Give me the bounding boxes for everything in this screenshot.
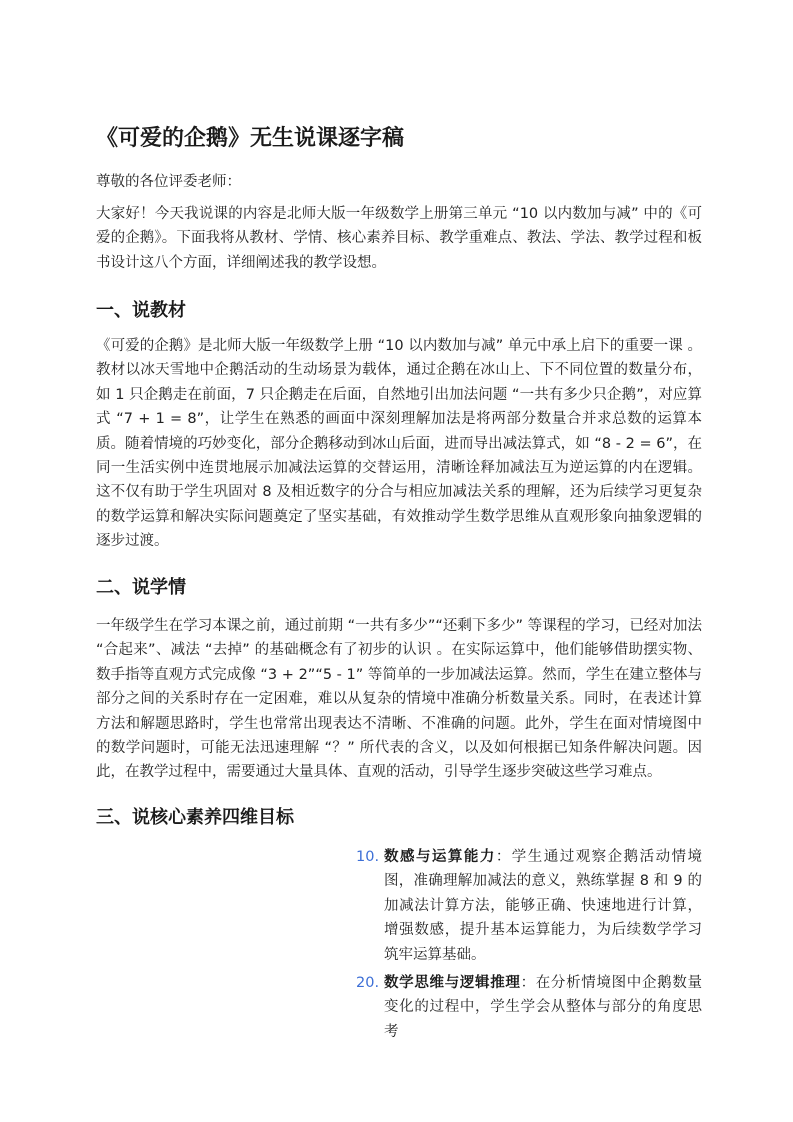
list-item-label: 数学思维与逻辑推理 <box>384 975 521 991</box>
list-item-number: 20. <box>356 975 380 991</box>
list-item-number: 10. <box>356 849 380 865</box>
section-heading-students: 二、说学情 <box>96 577 186 598</box>
list-item-text <box>384 845 702 967</box>
greeting: 尊敬的各位评委老师： <box>96 174 241 190</box>
section-heading-textbook: 一、说教材 <box>96 300 186 321</box>
document-title: 《可爱的企鹅》无生说课逐字稿 <box>96 126 405 151</box>
section-body-textbook: 《可爱的企鹅》是北师大版一年级数学上册 “10 以内数加与减” 单元中承上启下的重要一课 。教材以冰天雪地中企鹅活动的生动场景为载体，通过企鹅在冰山上、下不同位置的数量分布，如 1 只企鹅走在前面，7 只企鹅走在后面，自然地引出加法问题 “一共有多少只企鹅”，对应算式 “7 + 1 = 8”，让学生在熟悉的画面中深刻理解加法是将两部分数量合并求总数的运算本质。随着情境的巧妙变化，部分企鹅移动到冰山后面，进而导出减法算式，如 “8 - 2 = 6”，在同一生活实例中连贯地展示加减法运算的交替运用，清晰诠释加减法互为逆运算的内在逻辑。这不仅有助于学生巩固对 8 及相近数字的分合与相应加减法关系的理解，还为后续学习更复杂的数学运算和解决实际问题奠定了坚实基础，有效推动学生数学思维从直观形象向抽象逻辑的逐步过渡。 <box>96 338 702 550</box>
list-item-text <box>384 971 702 1044</box>
list-item-body: ：在分析情境图中企鹅数量变化的过程中，学生学会从整体与部分的角度思考 <box>384 975 703 1040</box>
section-heading-goals: 三、说核心素养四维目标 <box>96 807 294 828</box>
list-item-body: ：学生通过观察企鹅活动情境图，准确理解加减法的意义，熟练掌握 8 和 9 的加减法计算方法，能够正确、快速地进行计算，增强数感，提升基本运算能力，为后续数学学习筑牢运算基础。 <box>384 849 703 963</box>
list-item-label: 数感与运算能力 <box>384 849 496 865</box>
section-body-students: 一年级学生在学习本课之前，通过前期 “一共有多少”“还剩下多少” 等课程的学习，已经对加法 “合起来”、减法 “去掉” 的基础概念有了初步的认识 。在实际运算中，他们能够借助摆实物、数手指等直观方式完成像 “3 + 2”“5 - 1” 等简单的一步加减法运算。然而，学生在建立整体与部分之间的关系时存在一定困难，难以从复杂的情境中准确分析数量关系。同时，在表述计算方法和解题思路时，学生也常常出现表达不清晰、不准确的问题。此外，学生在面对情境图中的数学问题时，可能无法迅速理解 “？” 所代表的含义，以及如何根据已知条件解决问题。因此，在教学过程中，需要通过大量具体、直观的活动，引导学生逐步突破这些学习难点。 <box>96 618 702 781</box>
intro-paragraph: 大家好！今天我说课的内容是北师大版一年级数学上册第三单元 “10 以内数加与减” 中的《可爱的企鹅》。下面我将从教材、学情、核心素养目标、教学重难点、教法、学法、教学过程和板书设计这八个方面，详细阐述我的教学设想。 <box>96 206 702 271</box>
